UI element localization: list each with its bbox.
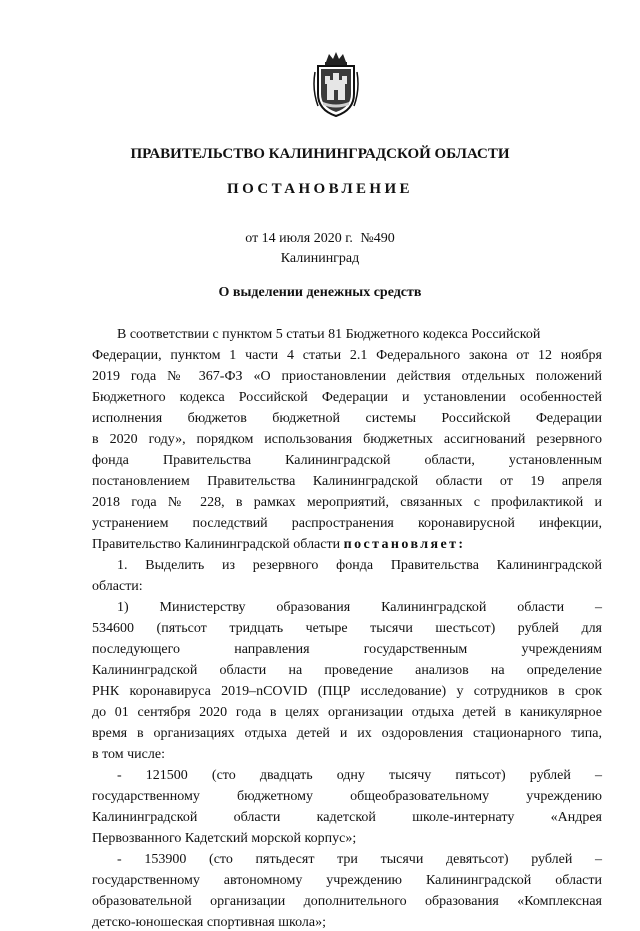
- body-line-15: 534600 (пятьсот тридцать четыре тысячи шестьсот) рублей для: [92, 621, 602, 636]
- document-date-number: [0, 231, 640, 247]
- coat-of-arms-emblem: [312, 50, 360, 120]
- list-item-2-line-2: государственному автономному учреждению Калининградской области: [92, 873, 602, 888]
- body-line-10: устранением последствий распространения коронавирусной инфекции,: [92, 516, 602, 531]
- resolving-authority: Правительство Калининградской области: [92, 537, 341, 552]
- list-item-2-line-3: образовательной организации дополнительного образования «Комплексная: [92, 894, 602, 909]
- body-line-5: исполнения бюджетов бюджетной системы Российской Федерации: [92, 411, 602, 426]
- body-line-11: [92, 537, 602, 553]
- subclause-1: 1) Министерству образования Калининградской области –: [117, 600, 602, 615]
- body-line-3: 2019 года № 367-ФЗ «О приостановлении действия отдельных положений: [92, 369, 602, 384]
- body-line-16: последующего направления государственным учреждениям: [92, 642, 602, 657]
- body-line-13: области:: [92, 579, 143, 594]
- body-line-7: фонда Правительства Калининградской области, установленным: [92, 453, 602, 468]
- list-item-2-line-1: - 153900 (сто пятьдесят три тысячи девятьсот) рублей –: [117, 852, 602, 867]
- body-line-17: Калининградской области на проведение анализов на определение: [92, 663, 602, 678]
- document-city: Калининград: [280, 251, 360, 266]
- document-number: №490: [360, 231, 395, 246]
- list-item-2-line-4: детско-юношеская спортивная школа»;: [92, 915, 327, 930]
- list-item-1-line-2: государственному бюджетному общеобразовательному учреждению: [92, 789, 602, 804]
- body-line-8: постановлением Правительства Калининградской области от 19 апреля: [92, 474, 602, 489]
- body-line-21: в том числе:: [92, 747, 165, 762]
- document-type-heading: ПОСТАНОВЛЕНИЕ: [227, 181, 413, 197]
- list-item-1-line-4: Первозванного Кадетский морской корпус»;: [92, 831, 357, 846]
- body-line-1: В соответствии с пунктом 5 статьи 81 Бюджетного кодекса Российской: [117, 327, 541, 342]
- body-line-18: РНК коронавируса 2019–nCOVID (ПЦР исследование) у сотрудников в срок: [92, 684, 602, 699]
- government-title: ПРАВИТЕЛЬСТВО КАЛИНИНГРАДСКОЙ ОБЛАСТИ: [130, 146, 510, 162]
- body-line-20: время в организациях отдыха детей и их оздоровления стационарного типа,: [92, 726, 602, 741]
- resolves-word: постановляет:: [343, 537, 466, 552]
- document-subject: О выделении денежных средств: [218, 285, 422, 300]
- clause-1: 1. Выделить из резервного фонда Правительства Калининградской: [117, 558, 602, 573]
- body-line-4: Бюджетного кодекса Российской Федерации и установлении особенностей: [92, 390, 602, 405]
- document-date: от 14 июля 2020 г.: [245, 231, 353, 246]
- body-line-6: в 2020 году», порядком использования бюджетных ассигнований резервного: [92, 432, 602, 447]
- list-item-1-line-1: - 121500 (сто двадцать одну тысячу пятьсот) рублей –: [117, 768, 602, 783]
- body-line-2: Федерации, пунктом 1 части 4 статьи 2.1 Федерального закона от 12 ноября: [92, 348, 602, 363]
- body-line-19: до 01 сентября 2020 года в целях организации отдыха детей в каникулярное: [92, 705, 602, 720]
- body-line-9: 2018 года № 228, в рамках мероприятий, связанных с профилактикой и: [92, 495, 602, 510]
- list-item-1-line-3: Калининградской области кадетской школе-интернату «Андрея: [92, 810, 602, 825]
